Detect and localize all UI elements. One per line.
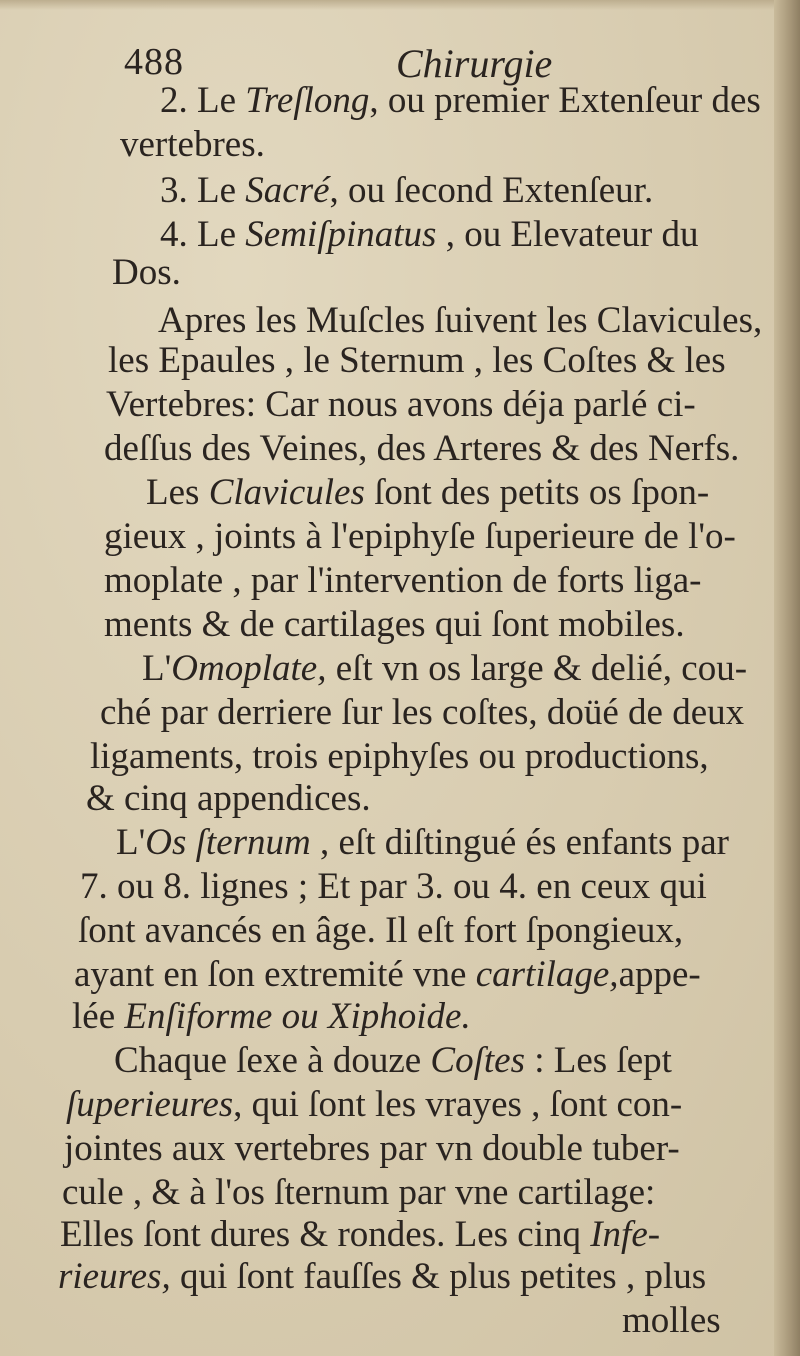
text-line: Elles ſont dures & rondes. Les cinq Infe- [60, 1214, 661, 1255]
running-title: Chirurgie [396, 41, 553, 86]
text-line: deſſus des Veines, des Arteres & des Nerfs. [104, 428, 740, 469]
text-line: 2. Le Treſlong, ou premier Extenſeur des [160, 80, 761, 121]
text-line: gieux , joints à l'epiphyſe ſuperieure de l'o- [104, 516, 736, 557]
text-line: cule , & à l'os ſternum par vne cartilage: [62, 1172, 656, 1213]
text-line: ligaments, trois epiphyſes ou productions, [90, 736, 709, 777]
text-line: 3. Le Sacré, ou ſecond Extenſeur. [160, 170, 654, 211]
text-line: ché par derriere ſur les coſtes, doüé de deux [100, 692, 745, 733]
page-top-edge [0, 0, 800, 10]
text-line: rieures, qui ſont fauſſes & plus petites , plus [58, 1256, 707, 1297]
text-line: ments & de cartilages qui ſont mobiles. [104, 604, 685, 645]
page-number: 488 [124, 41, 184, 83]
text-line: Vertebres: Car nous avons déja parlé ci- [106, 384, 696, 425]
text-line: lée Enſiforme ou Xiphoide. [72, 996, 471, 1037]
page-binding-edge [774, 0, 800, 1356]
text-line: moplate , par l'intervention de forts liga- [104, 560, 702, 601]
text-line: Dos. [112, 252, 181, 293]
text-line: L'Omoplate, eſt vn os large & delié, cou- [142, 648, 748, 689]
text-line: 7. ou 8. lignes ; Et par 3. ou 4. en ceux qui [80, 866, 707, 907]
text-line: Apres les Muſcles ſuivent les Clavicules, [158, 300, 763, 341]
text-line: ſuperieures, qui ſont les vrayes , ſont con- [66, 1084, 683, 1125]
text-line: L'Os ſternum , eſt diſtingué és enfants par [116, 822, 729, 863]
text-line: ſont avancés en âge. Il eſt fort ſpongieux, [78, 910, 684, 951]
text-line: 4. Le Semiſpinatus , ou Elevateur du [160, 214, 699, 255]
catchword: molles [622, 1300, 721, 1341]
text-line: Chaque ſexe à douze Coſtes : Les ſept [114, 1040, 672, 1081]
text-line: jointes aux vertebres par vn double tuber- [64, 1128, 680, 1169]
text-line: Les Clavicules ſont des petits os ſpon- [146, 472, 710, 513]
text-line: les Epaules , le Sternum , les Coſtes & les [108, 340, 726, 381]
text-line: & cinq appendices. [86, 778, 371, 819]
text-line: vertebres. [120, 124, 265, 165]
text-line: ayant en ſon extremité vne cartilage,appe- [74, 954, 701, 995]
